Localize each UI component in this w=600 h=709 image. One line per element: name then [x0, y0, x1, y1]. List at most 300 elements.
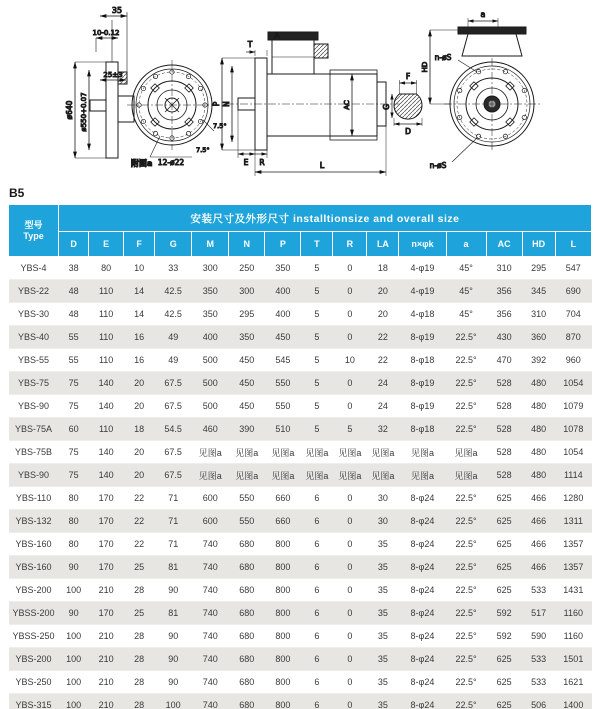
dim-value-cell: 1078 — [563, 424, 584, 434]
dim-value-cell: 295 — [531, 263, 547, 273]
table-row — [9, 326, 592, 349]
dim-value-cell: 310 — [531, 309, 547, 319]
dim-value-cell: 500 — [202, 355, 218, 365]
n-dim-label: N — [222, 101, 231, 107]
table-row — [9, 464, 592, 487]
row-type-cell: YBS-75 — [18, 378, 50, 388]
type-header-cn: 型号 — [24, 219, 43, 230]
dim-value-cell: 517 — [531, 608, 547, 618]
dim-value-cell: 1311 — [563, 516, 583, 526]
flange-front-view — [127, 60, 217, 157]
dim-value-cell: 6 — [314, 539, 320, 549]
table-row — [9, 648, 592, 671]
p-dim-label: P — [212, 101, 221, 107]
dim-value-cell: 740 — [202, 654, 218, 664]
dim-value-cell: 35 — [377, 654, 388, 664]
angle-label-1: 7.5° — [213, 122, 227, 130]
dim-value-cell: 4-φ19 — [410, 263, 435, 273]
dim-value-cell: 210 — [98, 631, 114, 641]
dim-value-cell: 0 — [347, 631, 353, 641]
dim-value-cell: 75 — [68, 378, 79, 388]
b5-mount-drawing — [0, 0, 600, 184]
dim-value-cell: 22 — [134, 493, 145, 503]
dim-value-cell: 800 — [275, 608, 291, 618]
dim-value-cell: 0 — [347, 700, 353, 709]
dim-value-cell: 6 — [314, 516, 320, 526]
dim-value-cell: 350 — [275, 263, 291, 273]
dim-value-cell: 740 — [202, 677, 218, 687]
row-type-cell: YBS-200 — [15, 585, 52, 595]
dim-value-cell: 见图a — [271, 447, 295, 458]
dim-value-cell: 680 — [239, 700, 255, 709]
dim-value-cell: 592 — [496, 631, 512, 641]
dim-value-cell: 1280 — [563, 493, 584, 503]
dim-value-cell: 24 — [377, 401, 388, 411]
dim-value-cell: 33 — [168, 263, 179, 273]
dim-value-cell: 660 — [275, 516, 291, 526]
dim-value-cell: 680 — [239, 677, 255, 687]
column-header-cell: AC — [486, 232, 522, 257]
dim-value-cell: 6 — [314, 631, 320, 641]
table-row — [9, 602, 592, 625]
row-type-cell: YBS-4 — [20, 263, 47, 273]
dim-value-cell: 110 — [98, 332, 114, 342]
r-dim-label: R — [259, 158, 265, 167]
dim-value-cell: 450 — [275, 332, 291, 342]
dim-value-cell: 90 — [168, 631, 179, 641]
dim-value-cell: 350 — [239, 332, 255, 342]
dim-value-cell: 80 — [101, 263, 112, 273]
dim-value-cell: 460 — [202, 424, 218, 434]
l-dim-label: L — [319, 161, 325, 170]
table-row — [9, 579, 592, 602]
table-row — [9, 280, 592, 303]
dim-value-cell: 450 — [239, 378, 255, 388]
dim-value-cell: 0 — [347, 378, 353, 388]
dim-value-cell: 533 — [531, 585, 547, 595]
dim-value-cell: 8-φ24 — [410, 677, 435, 687]
shaft-section-view — [392, 30, 458, 126]
angle-label-2: 7.5° — [196, 146, 210, 154]
dim-value-cell: 25 — [134, 608, 145, 618]
dim-value-cell: 1431 — [563, 585, 584, 595]
dim-value-cell: 25 — [134, 562, 145, 572]
dim-value-cell: 625 — [496, 654, 512, 664]
dim-value-cell: 90 — [168, 654, 179, 664]
dim-value-cell: 16 — [134, 332, 145, 342]
dim-value-cell: 90 — [168, 677, 179, 687]
dim-value-cell: 690 — [565, 286, 581, 296]
dim-value-cell: 680 — [239, 585, 255, 595]
dim-value-cell: 22.5° — [455, 332, 477, 342]
dim-value-cell: 356 — [496, 309, 512, 319]
column-header-cell: L — [555, 232, 591, 257]
dim-value-cell: 390 — [239, 424, 255, 434]
dim-value-cell: 1114 — [563, 470, 583, 480]
dim-value-cell: 5 — [347, 424, 353, 434]
dim-value-cell: 22 — [134, 539, 145, 549]
dim-value-cell: 22.5° — [455, 493, 477, 503]
dim-value-cell: 22.5° — [455, 700, 477, 709]
dim-value-cell: 0 — [347, 263, 353, 273]
row-type-cell: YBS-55 — [18, 355, 50, 365]
dim-value-cell: 1400 — [563, 700, 584, 709]
dim-value-cell: 6 — [314, 700, 320, 709]
dim-value-cell: 680 — [239, 631, 255, 641]
dim-value-cell: 见图a — [235, 470, 259, 481]
dim-value-cell: 360 — [531, 332, 547, 342]
dim-value-cell: 28 — [134, 654, 145, 664]
row-type-cell: YBS-75B — [15, 447, 53, 457]
dim-value-cell: 22.5° — [455, 539, 477, 549]
dim-value-cell: 740 — [202, 631, 218, 641]
dim-value-cell: 0 — [347, 401, 353, 411]
column-header-cell: HD — [522, 232, 555, 257]
column-header-cell: D — [59, 232, 89, 257]
dim-value-cell: 528 — [496, 470, 512, 480]
row-type-cell: YBS-90 — [18, 470, 50, 480]
dim-value-cell: 100 — [66, 700, 82, 709]
dim-value-cell: 110 — [98, 355, 114, 365]
dim-value-cell: 625 — [496, 700, 512, 709]
dim-value-cell: 6 — [314, 562, 320, 572]
dim-value-cell: 8-φ24 — [410, 654, 435, 664]
table-row — [9, 625, 592, 648]
dim-value-cell: 45° — [459, 309, 473, 319]
dim-value-cell: 8-φ18 — [410, 355, 435, 365]
dim-value-cell: 22.5° — [455, 424, 477, 434]
dim-value-cell: 470 — [496, 355, 512, 365]
dim-value-cell: 1079 — [563, 401, 584, 411]
dim-value-cell: 480 — [531, 424, 547, 434]
e-dim-label: E — [243, 158, 249, 167]
dia-550-label: ø550+0.07 — [80, 92, 88, 132]
dim-value-cell: 295 — [239, 309, 255, 319]
dim-value-cell: 55 — [68, 332, 79, 342]
dim-value-cell: 0 — [347, 562, 353, 572]
dim-value-cell: 210 — [98, 585, 114, 595]
dim-value-cell: 81 — [168, 608, 179, 618]
table-row — [9, 671, 592, 694]
dim-value-cell: 590 — [531, 631, 547, 641]
dim-value-cell: 35 — [377, 677, 388, 687]
dim-value-cell: 80 — [68, 516, 79, 526]
dim-value-cell: 22.5° — [455, 585, 477, 595]
dim-value-cell: 680 — [239, 654, 255, 664]
dim-value-cell: 356 — [496, 286, 512, 296]
dim-value-cell: 22 — [377, 355, 388, 365]
column-header-cell: T — [301, 232, 333, 257]
dim-value-cell: 见图a — [410, 447, 434, 458]
dim-value-cell: 22.5° — [455, 516, 477, 526]
type-column-header — [9, 205, 59, 257]
dim-value-cell: 350 — [202, 309, 218, 319]
dim-value-cell: 680 — [239, 608, 255, 618]
table-group-header: 安装尺寸及外形尺寸 installtionsize and overall size — [59, 205, 592, 232]
hd-dim-label: HD — [421, 61, 429, 73]
dim-value-cell: 800 — [275, 631, 291, 641]
dim-value-cell: 1160 — [563, 608, 583, 618]
dim-value-cell: 528 — [496, 378, 512, 388]
dim-value-cell: 22.5° — [455, 401, 477, 411]
n-phi-s-bottom-label: n-øS — [429, 161, 447, 170]
dim-value-cell: 20 — [134, 401, 145, 411]
row-type-cell: YBS-160 — [15, 562, 52, 572]
dim-value-cell: 8-φ24 — [410, 585, 435, 595]
table-row — [9, 441, 592, 464]
row-type-cell: YBS-90 — [18, 401, 50, 411]
table-row — [9, 349, 592, 372]
column-header-cell: E — [89, 232, 124, 257]
dim-value-cell: 20 — [134, 378, 145, 388]
table-row — [9, 372, 592, 395]
dim-value-cell: 16 — [134, 355, 145, 365]
dim-value-cell: 100 — [165, 700, 181, 709]
dim-value-cell: 32 — [377, 424, 388, 434]
dim-value-cell: 67.5 — [164, 378, 182, 388]
dim-value-cell: 22.5° — [455, 631, 477, 641]
dim-value-cell: 28 — [134, 631, 145, 641]
dim-value-cell: 71 — [168, 539, 179, 549]
dim-value-cell: 4-φ18 — [410, 309, 435, 319]
dim-value-cell: 140 — [98, 378, 114, 388]
dim-value-cell: 466 — [531, 493, 547, 503]
dim-value-cell: 1501 — [563, 654, 584, 664]
dim-value-cell: 60 — [68, 424, 79, 434]
dim-value-cell: 6 — [314, 654, 320, 664]
dim-value-cell: 430 — [496, 332, 512, 342]
dim-value-cell: 680 — [239, 539, 255, 549]
row-type-cell: YBS-200 — [15, 654, 52, 664]
dim-value-cell: 8-φ18 — [410, 424, 435, 434]
technical-drawing — [0, 0, 600, 184]
dim-value-cell: 740 — [202, 700, 218, 709]
column-header-cell: R — [333, 232, 367, 257]
dim-value-cell: 75 — [68, 401, 79, 411]
dim-value-cell: 625 — [496, 493, 512, 503]
dim-value-cell: 22.5° — [455, 677, 477, 687]
f-dim-label: F — [405, 72, 411, 81]
dim-value-cell: 0 — [347, 654, 353, 664]
row-type-cell: YBSS-200 — [12, 608, 55, 618]
dim-value-cell: 67.5 — [164, 447, 182, 457]
dim-value-cell: 1357 — [563, 562, 584, 572]
dim-value-cell: 38 — [68, 263, 79, 273]
dim-value-cell: 10 — [344, 355, 355, 365]
dim-value-cell: 8-φ19 — [410, 332, 435, 342]
dim-value-cell: 8-φ24 — [410, 539, 435, 549]
dim-value-cell: 466 — [531, 562, 547, 572]
dim-value-cell: 625 — [496, 539, 512, 549]
dim-value-cell: 8-φ19 — [410, 401, 435, 411]
dim-value-cell: 740 — [202, 608, 218, 618]
dim-value-cell: 870 — [565, 332, 581, 342]
dim-value-cell: 0 — [347, 608, 353, 618]
dim-value-cell: 14 — [134, 309, 145, 319]
dim-value-cell: 35 — [377, 562, 388, 572]
row-type-cell: YBS-22 — [18, 286, 50, 296]
dim-value-cell: 800 — [275, 677, 291, 687]
table-row — [9, 556, 592, 579]
table-row — [9, 303, 592, 326]
section-label-b5: B5 — [9, 186, 25, 200]
dim-value-cell: 550 — [275, 378, 291, 388]
table-row — [9, 694, 592, 709]
dim-value-cell: 90 — [68, 608, 79, 618]
dim-value-cell: 592 — [496, 608, 512, 618]
column-header-row — [9, 232, 592, 257]
dim-value-cell: 见图a — [198, 470, 222, 481]
dim-value-cell: 625 — [496, 677, 512, 687]
column-header-cell: P — [265, 232, 301, 257]
dim-value-cell: 见图a — [305, 447, 329, 458]
dim-value-cell: 55 — [68, 355, 79, 365]
dim-value-cell: 见图a — [371, 470, 395, 481]
dim-value-cell: 49 — [168, 332, 179, 342]
n-phi-s-top-label: n-øS — [434, 53, 452, 62]
dim-25-label: 25±3 — [103, 71, 123, 79]
dim-value-cell: 28 — [134, 700, 145, 709]
dim-value-cell: 18 — [134, 424, 145, 434]
dim-value-cell: 见图a — [454, 470, 478, 481]
dim-value-cell: 300 — [239, 286, 255, 296]
dimension-table — [8, 204, 592, 709]
type-header-en: Type — [23, 230, 44, 241]
dim-value-cell: 625 — [496, 516, 512, 526]
dim-value-cell: 22.5° — [455, 654, 477, 664]
dim-value-cell: 506 — [531, 700, 547, 709]
dim-value-cell: 见图a — [338, 470, 362, 481]
dim-value-cell: 210 — [98, 700, 114, 709]
dim-value-cell: 8-φ24 — [410, 562, 435, 572]
dim-value-cell: 见图a — [371, 447, 395, 458]
a-pos-label: A — [274, 31, 280, 40]
dim-value-cell: 400 — [202, 332, 218, 342]
dim-value-cell: 170 — [98, 562, 114, 572]
dim-value-cell: 35 — [377, 539, 388, 549]
dim-value-cell: 80 — [68, 493, 79, 503]
row-type-cell: YBS-315 — [15, 700, 52, 709]
dim-value-cell: 704 — [565, 309, 581, 319]
dim-value-cell: 466 — [531, 516, 547, 526]
row-type-cell: YBS-75A — [15, 424, 53, 434]
dim-value-cell: 250 — [239, 263, 255, 273]
row-type-cell: YBSS-250 — [12, 631, 55, 641]
dim-value-cell: 80 — [68, 539, 79, 549]
dim-value-cell: 400 — [275, 286, 291, 296]
dim-value-cell: 0 — [347, 286, 353, 296]
dim-value-cell: 170 — [98, 608, 114, 618]
dim-value-cell: 740 — [202, 562, 218, 572]
dim-value-cell: 49 — [168, 355, 179, 365]
dim-value-cell: 533 — [531, 677, 547, 687]
dim-value-cell: 54.5 — [164, 424, 182, 434]
dim-value-cell: 8-φ24 — [410, 493, 435, 503]
table-row — [9, 257, 592, 280]
figure-a-caption: 附图a — [131, 159, 153, 168]
dim-value-cell: 170 — [98, 516, 114, 526]
dim-value-cell: 45° — [459, 263, 473, 273]
dim-value-cell: 6 — [314, 677, 320, 687]
dim-value-cell: 5 — [314, 424, 320, 434]
dim-value-cell: 100 — [66, 631, 82, 641]
dim-value-cell: 22.5° — [455, 562, 477, 572]
t-dim-label: T — [247, 40, 253, 49]
dim-value-cell: 见图a — [271, 470, 295, 481]
dim-value-cell: 8-φ24 — [410, 608, 435, 618]
dim-value-cell: 345 — [531, 286, 547, 296]
dim-value-cell: 22.5° — [455, 608, 477, 618]
dim-value-cell: 528 — [496, 447, 512, 457]
dim-value-cell: 67.5 — [164, 401, 182, 411]
column-header-cell: G — [155, 232, 192, 257]
dim-value-cell: 75 — [68, 447, 79, 457]
dim-value-cell: 625 — [496, 585, 512, 595]
dim-value-cell: 30 — [377, 493, 388, 503]
dim-value-cell: 550 — [275, 401, 291, 411]
dim-value-cell: 0 — [347, 516, 353, 526]
row-type-cell: YBS-30 — [18, 309, 50, 319]
dim-value-cell: 100 — [66, 654, 82, 664]
dim-value-cell: 14 — [134, 286, 145, 296]
d-dim-label: D — [405, 127, 411, 136]
dim-value-cell: 30 — [377, 516, 388, 526]
dim-value-cell: 5 — [314, 401, 320, 411]
dim-value-cell: 110 — [98, 286, 114, 296]
dim-value-cell: 550 — [239, 493, 255, 503]
row-type-cell: YBS-40 — [18, 332, 50, 342]
column-header-cell: N — [229, 232, 265, 257]
dim-value-cell: 100 — [66, 677, 82, 687]
dim-value-cell: 81 — [168, 562, 179, 572]
dim-value-cell: 5 — [314, 286, 320, 296]
dim-value-cell: 28 — [134, 585, 145, 595]
dim-value-cell: 300 — [202, 263, 218, 273]
dim-value-cell: 140 — [98, 470, 114, 480]
dim-value-cell: 480 — [531, 470, 547, 480]
column-header-cell: M — [192, 232, 229, 257]
dim-value-cell: 0 — [347, 677, 353, 687]
dim-value-cell: 48 — [68, 286, 79, 296]
dim-value-cell: 5 — [314, 355, 320, 365]
dim-value-cell: 6 — [314, 608, 320, 618]
table-body — [9, 257, 592, 709]
dim-value-cell: 8-φ24 — [410, 516, 435, 526]
dim-value-cell: 310 — [496, 263, 512, 273]
g-dim-label: G — [382, 104, 391, 110]
dim-value-cell: 528 — [496, 401, 512, 411]
dim-value-cell: 800 — [275, 539, 291, 549]
group-header-row — [9, 205, 592, 232]
dim-value-cell: 110 — [98, 424, 114, 434]
dim-value-cell: 500 — [202, 401, 218, 411]
dim-value-cell: 35 — [377, 585, 388, 595]
dim-value-cell: 740 — [202, 585, 218, 595]
dim-value-cell: 5 — [314, 263, 320, 273]
dim-value-cell: 48 — [68, 309, 79, 319]
dim-value-cell: 450 — [239, 401, 255, 411]
dim-value-cell: 500 — [202, 378, 218, 388]
ac-dim-label: AC — [343, 100, 351, 110]
dim-value-cell: 680 — [239, 562, 255, 572]
dim-value-cell: 210 — [98, 654, 114, 664]
dim-value-cell: 20 — [377, 309, 388, 319]
dim-value-cell: 547 — [565, 263, 581, 273]
dim-value-cell: 480 — [531, 447, 547, 457]
dim-value-cell: 5 — [314, 332, 320, 342]
bolt-note-label: 12-ø22 — [157, 158, 185, 167]
dim-value-cell: 见图a — [338, 447, 362, 458]
